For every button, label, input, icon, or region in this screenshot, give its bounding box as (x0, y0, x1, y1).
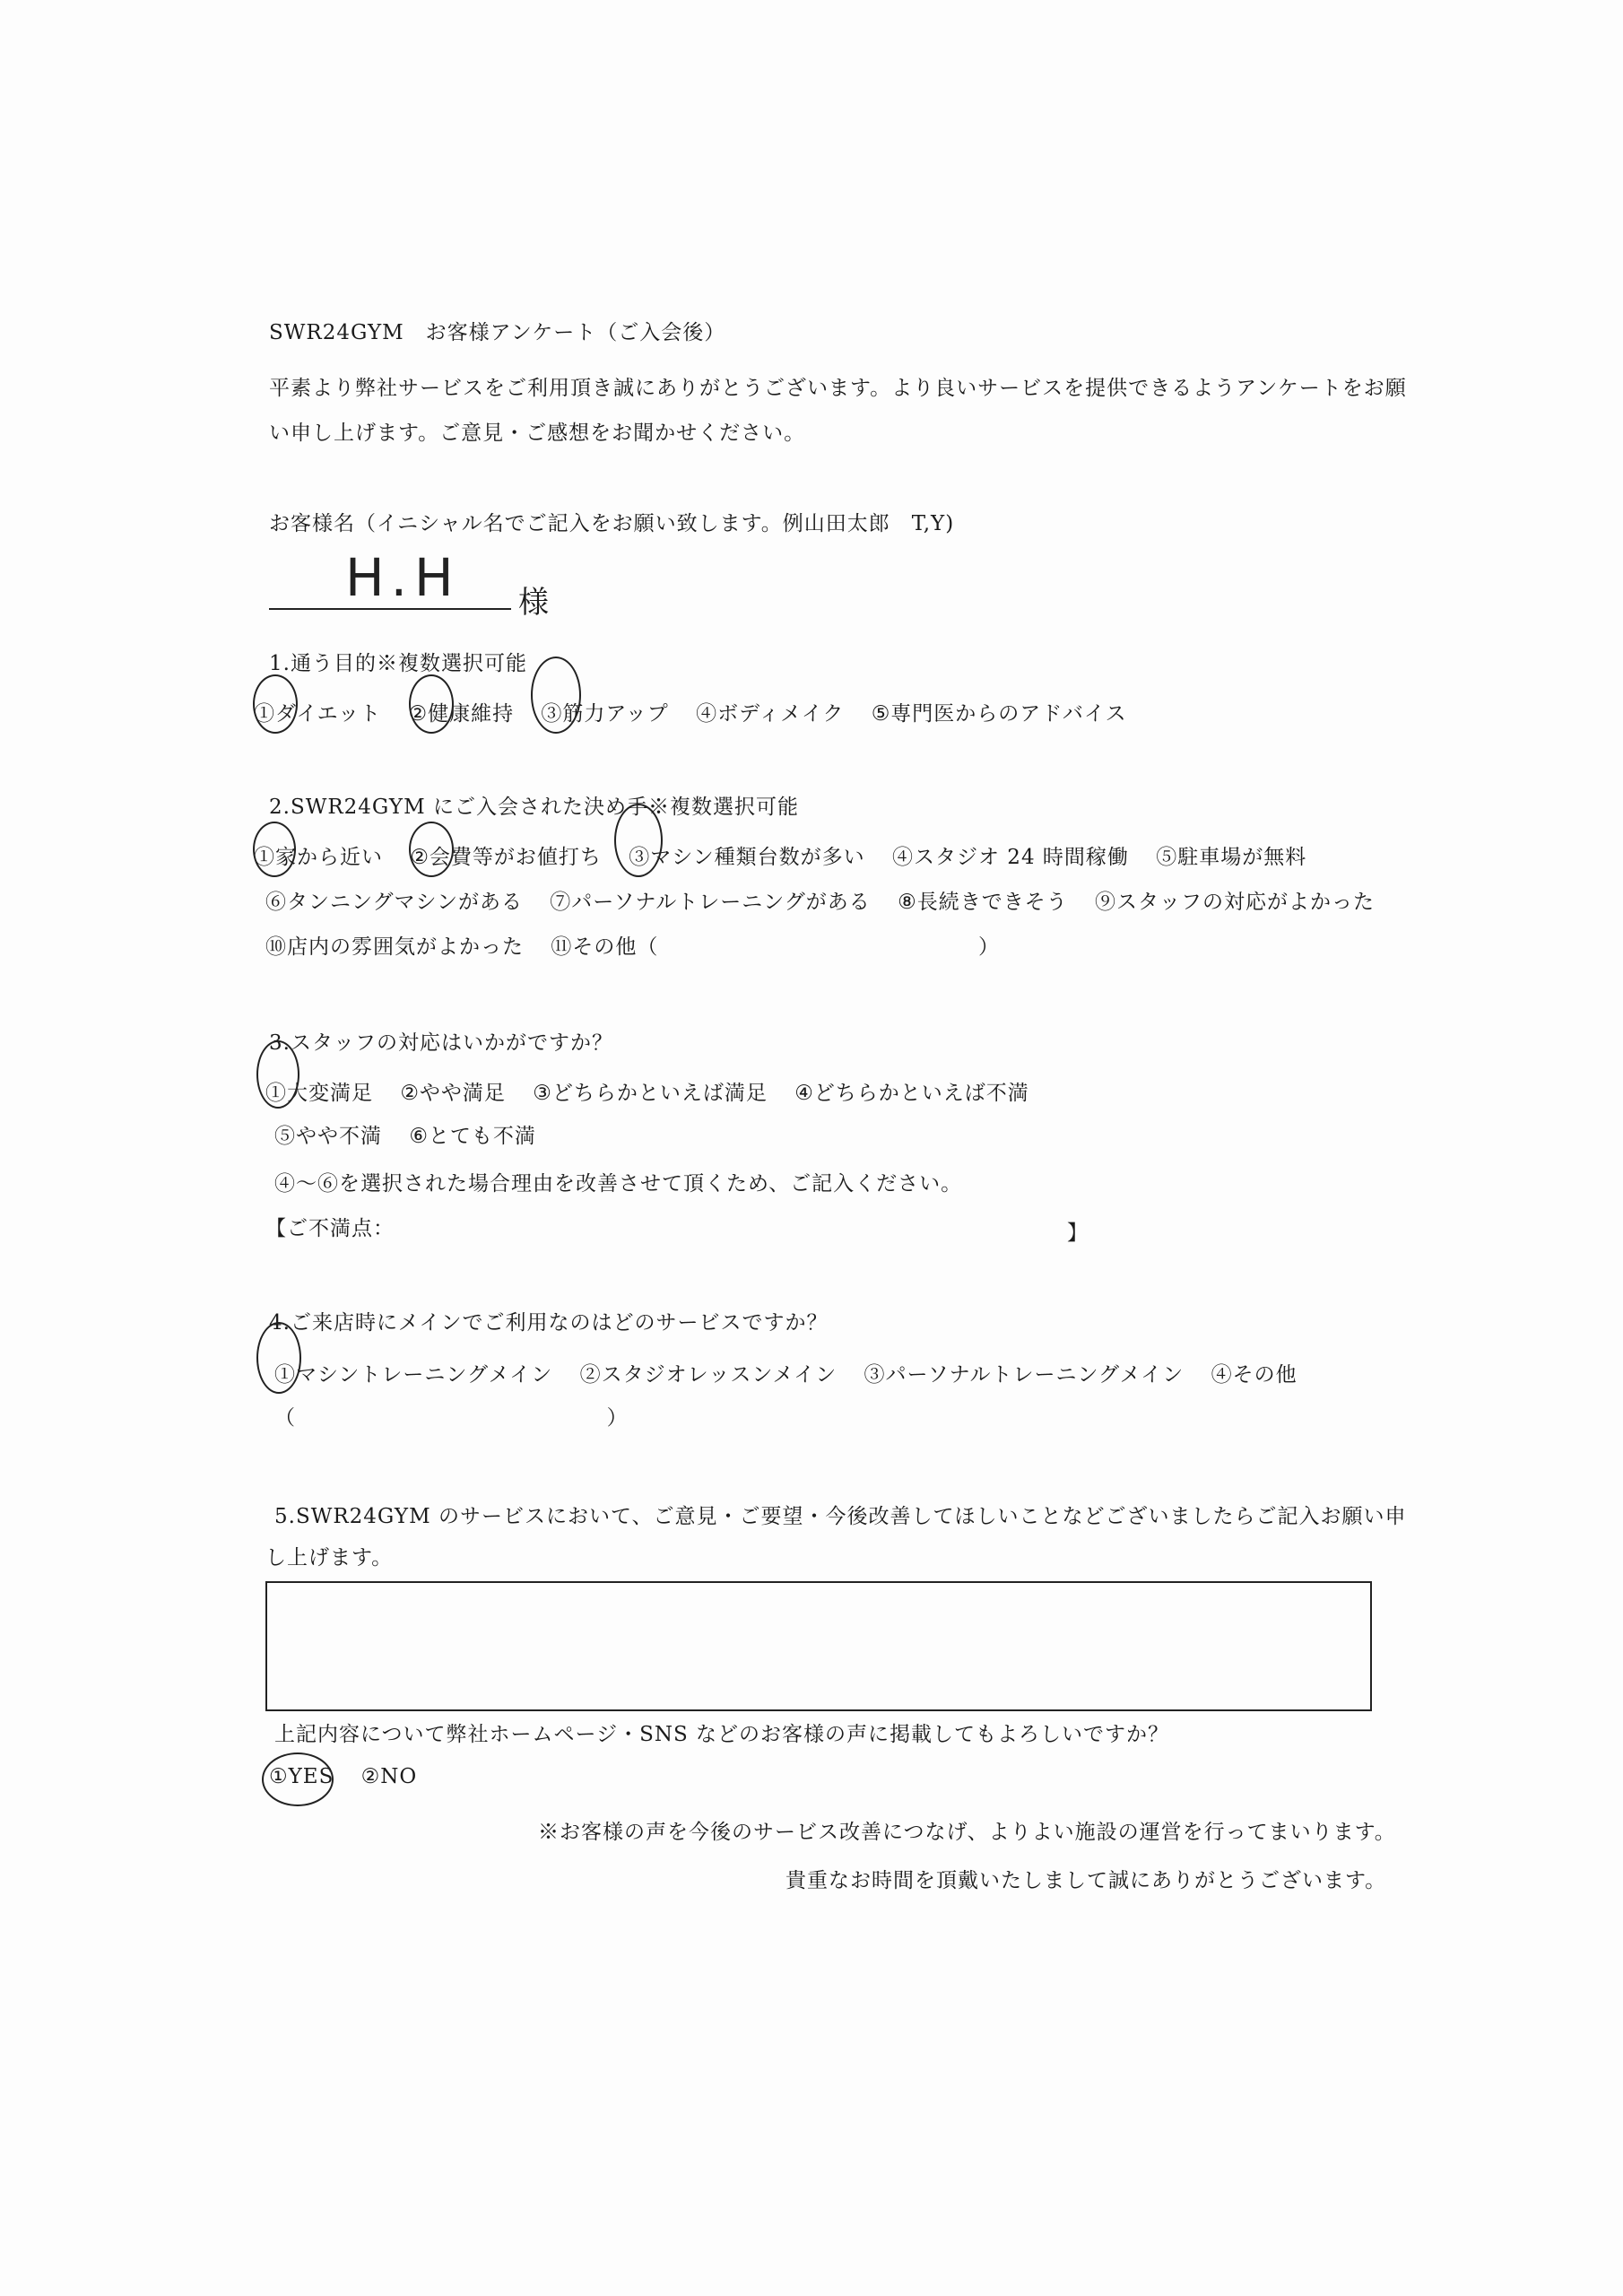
q4-other-open: （ (274, 1406, 296, 1430)
survey-title: SWR24GYM お客様アンケート（ご入会後） (269, 321, 726, 344)
q2-circle-2 (409, 822, 454, 877)
q2-option-atmosphere[interactable]: ⑩店内の雰囲気がよかった (265, 935, 524, 959)
q4-circle-1 (256, 1322, 301, 1394)
q4-options (274, 1361, 1317, 1388)
q2-circle-1 (253, 822, 296, 877)
publish-question: 上記内容について弊社ホームページ・SNS などのお客様の声に掲載してもよろしいですか？ (274, 1723, 1170, 1746)
q4-title: 4.ご来店時にメインでご利用なのはどのサービスですか？ (269, 1311, 829, 1335)
q3-note: ④～⑥を選択された場合理由を改善させて頂くため、ご記入ください。 (274, 1172, 963, 1196)
q4-option-studio[interactable]: ②スタジオレッスンメイン (579, 1363, 838, 1387)
q4-option-other[interactable]: ④その他 (1211, 1363, 1298, 1387)
q5-comment-box[interactable] (265, 1581, 1372, 1711)
q3-option-somewhat-satisfied[interactable]: ②やや満足 (400, 1082, 506, 1105)
q2-title: 2.SWR24GYM にご入会された決め手※複数選択可能 (269, 796, 799, 819)
q2-option-fee[interactable]: ②会費等がお値打ち (410, 846, 602, 869)
q2-other-close: ） (977, 935, 1000, 959)
q3-option-rather-dissatisfied[interactable]: ④どちらかといえば不満 (794, 1082, 1029, 1105)
q2-option-near-home[interactable]: ①家から近い (254, 846, 383, 869)
q1-option-diet[interactable]: ①ダイエット (254, 702, 382, 726)
q3-option-very-dissatisfied[interactable]: ⑥とても不満 (409, 1125, 536, 1148)
q2-circle-3 (614, 804, 663, 877)
intro-line-1: 平素より弊社サービスをご利用頂き誠にありがとうございます。より良いサービスを提供できるようアンケートをお願 (269, 377, 1407, 400)
q2-option-personal[interactable]: ⑦パーソナルトレーニングがある (550, 891, 871, 914)
q1-option-health[interactable]: ②健康維持 (408, 702, 515, 726)
customer-name-underline (269, 608, 511, 610)
q1-circle-2 (409, 674, 454, 734)
q2-option-studio-24h[interactable]: ④スタジオ 24 時間稼働 (892, 846, 1129, 869)
q3-title: 3.スタッフの対応はいかがですか？ (269, 1031, 613, 1055)
customer-name-handwritten[interactable]: H.H (345, 547, 461, 608)
intro-line-2: い申し上げます。ご意見・ご感想をお聞かせください。 (269, 422, 806, 445)
q1-circle-1 (253, 674, 298, 734)
customer-honorific: 様 (518, 585, 549, 621)
q2-option-other[interactable]: ⑪その他（ (551, 935, 659, 959)
q3-options-row1 (265, 1080, 1049, 1107)
q3-option-very-satisfied[interactable]: ①大変満足 (265, 1082, 373, 1105)
publish-circle-yes (262, 1752, 334, 1806)
q4-option-machine[interactable]: ①マシントレーニングメイン (274, 1363, 553, 1387)
q1-title: 1.通う目的※複数選択可能 (269, 652, 527, 675)
q2-option-long-term[interactable]: ⑧長続きできそう (898, 891, 1068, 914)
q1-options (254, 700, 1147, 727)
q3-complaint-input[interactable] (475, 1215, 1058, 1242)
q4-other-field (274, 1405, 629, 1431)
q2-option-machines[interactable]: ③マシン種類台数が多い (629, 846, 865, 869)
q2-options-row2 (265, 889, 1394, 916)
q1-circle-3 (531, 657, 581, 734)
q5-title-line-2: し上げます。 (265, 1546, 394, 1570)
q2-option-staff[interactable]: ⑨スタッフの対応がよかった (1095, 891, 1376, 914)
q1-option-doctor[interactable]: ⑤専門医からのアドバイス (871, 702, 1127, 726)
publish-option-no[interactable]: ②NO (360, 1765, 418, 1788)
q5-title-line-1: 5.SWR24GYM のサービスにおいて、ご意見・ご要望・今後改善してほしいことなどございましたらご記入お願い申 (274, 1505, 1407, 1528)
q2-options-row3 (265, 934, 1000, 961)
q2-option-tanning[interactable]: ⑥タンニングマシンがある (265, 891, 523, 914)
q3-option-somewhat-dissatisfied[interactable]: ⑤やや不満 (274, 1125, 382, 1148)
q3-options-row2 (274, 1123, 556, 1150)
q1-option-bodymake[interactable]: ④ボディメイク (696, 702, 845, 726)
footer-line-2: 貴重なお時間を頂戴いたしまして誠にありがとうございます。 (785, 1869, 1387, 1892)
q2-option-parking[interactable]: ⑤駐車場が無料 (1156, 846, 1307, 869)
q3-complaint-label: 【ご不満点： (265, 1217, 395, 1240)
q1-option-muscle[interactable]: ③筋力アップ (541, 702, 669, 726)
q4-option-personal[interactable]: ③パーソナルトレーニングメイン (864, 1363, 1185, 1387)
footer-line-1: ※お客様の声を今後のサービス改善につなげ、よりよい施設の運営を行ってまいります。 (538, 1821, 1396, 1844)
q3-circle-1 (256, 1040, 299, 1109)
q4-other-close: ） (606, 1406, 629, 1430)
q3-complaint-close: 】 (1067, 1222, 1089, 1245)
publish-option-yes[interactable]: ①YES (269, 1765, 334, 1788)
q3-option-rather-satisfied[interactable]: ③どちらかといえば満足 (533, 1082, 768, 1105)
customer-name-label: お客様名（イニシャル名でご記入をお願い致します。例山田太郎 T,Y) (269, 512, 955, 535)
